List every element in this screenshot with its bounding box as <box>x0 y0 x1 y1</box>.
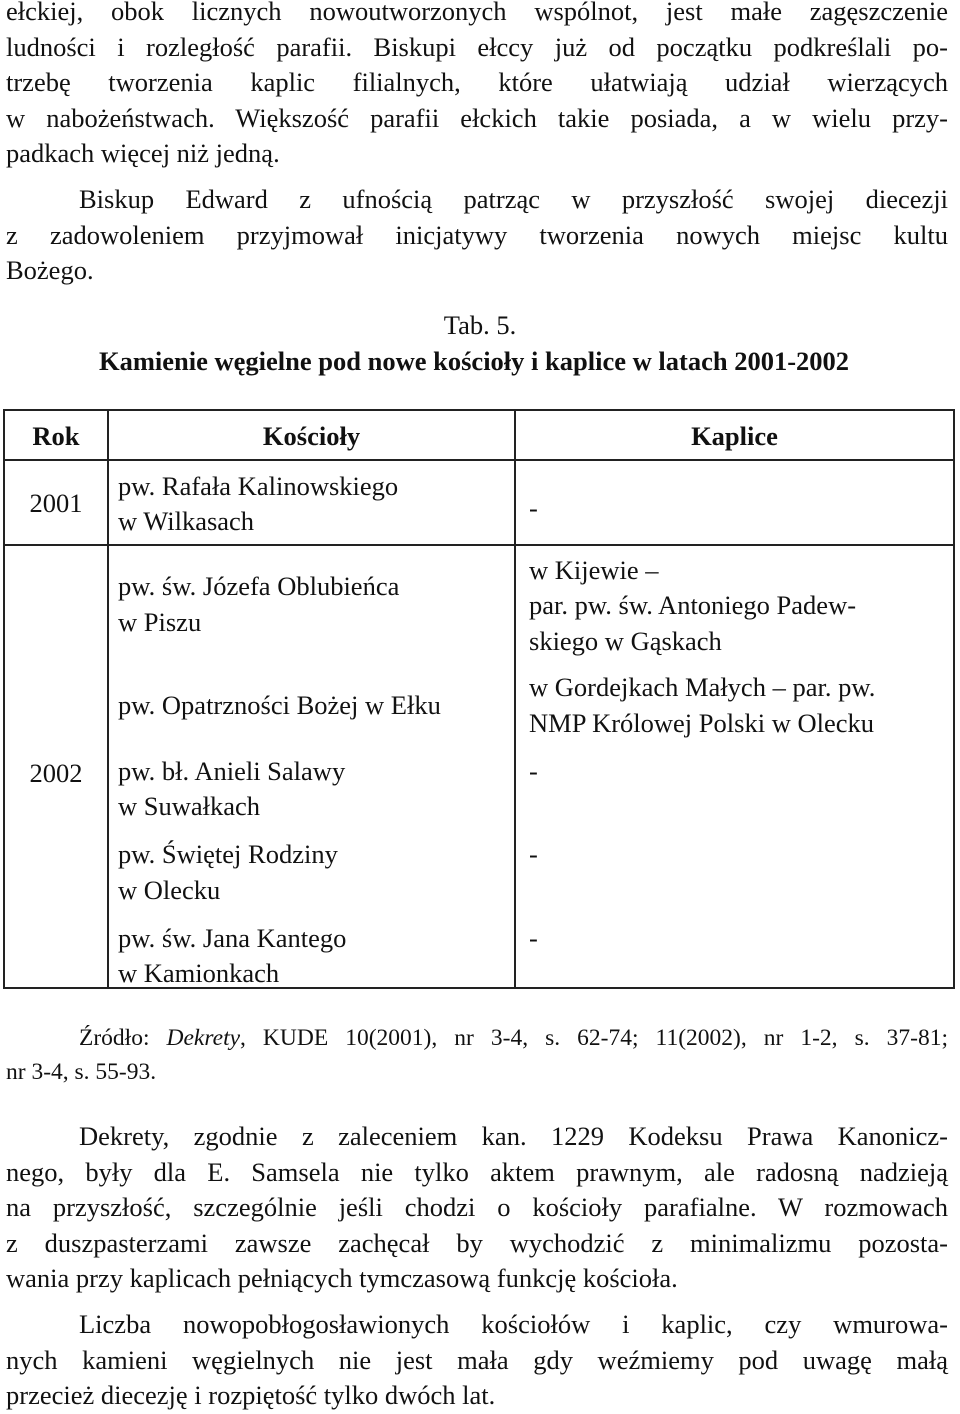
church-cell: pw. bł. Anieli Salawy <box>118 756 346 786</box>
year-2001: 2001 <box>29 488 83 518</box>
year-2002: 2002 <box>29 758 83 788</box>
source-note <box>6 1021 948 1089</box>
church-cell: w Wilkasach <box>118 506 255 536</box>
text-line: z duszpasterzami zawsze zachęcał by wychodzić z minimalizmu pozosta- <box>6 1227 948 1258</box>
header-year: Rok <box>32 421 80 451</box>
text-line: na przyszłość, szczególnie jeśli chodzi o kościoły parafialne. W rozmowach <box>6 1192 948 1223</box>
intro-paragraph <box>6 0 948 172</box>
church-cell: pw. św. Józefa Oblubieńca <box>118 571 400 601</box>
final-paragraph <box>6 1307 948 1414</box>
source-label: Źródło: <box>79 1025 150 1051</box>
text-line: padkach więcej niż jedną. <box>6 138 280 169</box>
church-cell: w Suwałkach <box>118 791 261 821</box>
chapel-cell: - <box>529 839 538 869</box>
header-chapels: Kaplice <box>691 421 778 451</box>
church-cell: pw. Świętej Rodziny <box>118 839 338 869</box>
text-line: ełckiej, obok licznych nowoutworzonych wspólnot, jest małe zagęszczenie <box>6 0 948 26</box>
text-line: trzebę tworzenia kaplic filialnych, które ułatwiają udział wierzących <box>6 67 948 98</box>
text-line: nych kamieni węgielnych nie jest mała gdy weźmiemy pod uwagę małą <box>6 1344 948 1375</box>
church-cell: pw. Opatrzności Bożej w Ełku <box>118 690 441 720</box>
text-line: Dekrety, zgodnie z zaleceniem kan. 1229 Kodeksu Prawa Kanonicz- <box>79 1121 948 1151</box>
table-title: Kamienie węgielne pod nowe kościoły i kaplice w latach 2001-2002 <box>98 346 850 376</box>
source-title: Dekrety <box>166 1025 241 1051</box>
church-cell: pw. Rafała Kalinowskiego <box>118 471 399 501</box>
text-line: Liczba nowopobłogosławionych kościołów i kaplic, czy wmurowa- <box>79 1309 948 1339</box>
text-line: Biskup Edward z ufnością patrząc w przyszłość swojej diecezji <box>79 184 948 214</box>
chapel-cell: w Gordejkach Małych – par. pw. <box>529 672 876 702</box>
chapel-cell: skiego w Gąskach <box>529 626 722 656</box>
text-line: wania przy kaplicach pełniących tymczasową funkcję kościoła. <box>6 1263 678 1294</box>
source-line <box>6 1021 948 1055</box>
chapel-cell: par. pw. św. Antoniego Padew- <box>529 590 857 620</box>
source-line: nr 3-4, s. 55-93. <box>6 1059 157 1085</box>
chapel-cell: - <box>529 493 538 523</box>
text-line: Bożego. <box>6 255 94 286</box>
table-divider <box>5 459 953 461</box>
church-cell: pw. św. Jana Kantego <box>118 923 347 953</box>
text-line: w nabożeństwach. Większość parafii ełckich takie posiada, a w wielu przy- <box>6 102 948 133</box>
bishop-paragraph <box>6 182 948 289</box>
text-line: przecież diecezję i rozpiętość tylko dwóch lat. <box>6 1380 496 1411</box>
text-line: ludności i rozległość parafii. Biskupi ełccy już od początku podkreślali po- <box>6 31 948 62</box>
header-churches: Kościoły <box>262 421 361 451</box>
table-number: Tab. 5. <box>443 310 517 340</box>
decrees-paragraph <box>6 1119 948 1297</box>
table-divider <box>514 411 516 987</box>
table-divider <box>5 544 953 546</box>
chapel-cell: - <box>529 756 538 786</box>
church-cell: w Kamionkach <box>118 958 280 988</box>
table-divider <box>107 411 109 987</box>
text-line: nego, były dla E. Samsela nie tylko aktem prawnym, ale radosną nadzieją <box>6 1156 948 1187</box>
church-cell: w Olecku <box>118 875 221 905</box>
chapel-cell: NMP Królowej Polski w Olecku <box>529 708 874 738</box>
chapel-cell: w Kijewie – <box>529 555 659 585</box>
chapel-cell: - <box>529 923 538 953</box>
cornerstones-table <box>3 409 955 989</box>
church-cell: w Piszu <box>118 607 202 637</box>
source-details: , KUDE 10(2001), nr 3-4, s. 62-74; 11(2002), nr 1-2, s. 37-81; <box>240 1025 948 1051</box>
text-line: z zadowoleniem przyjmował inicjatywy tworzenia nowych miejsc kultu <box>6 219 948 250</box>
